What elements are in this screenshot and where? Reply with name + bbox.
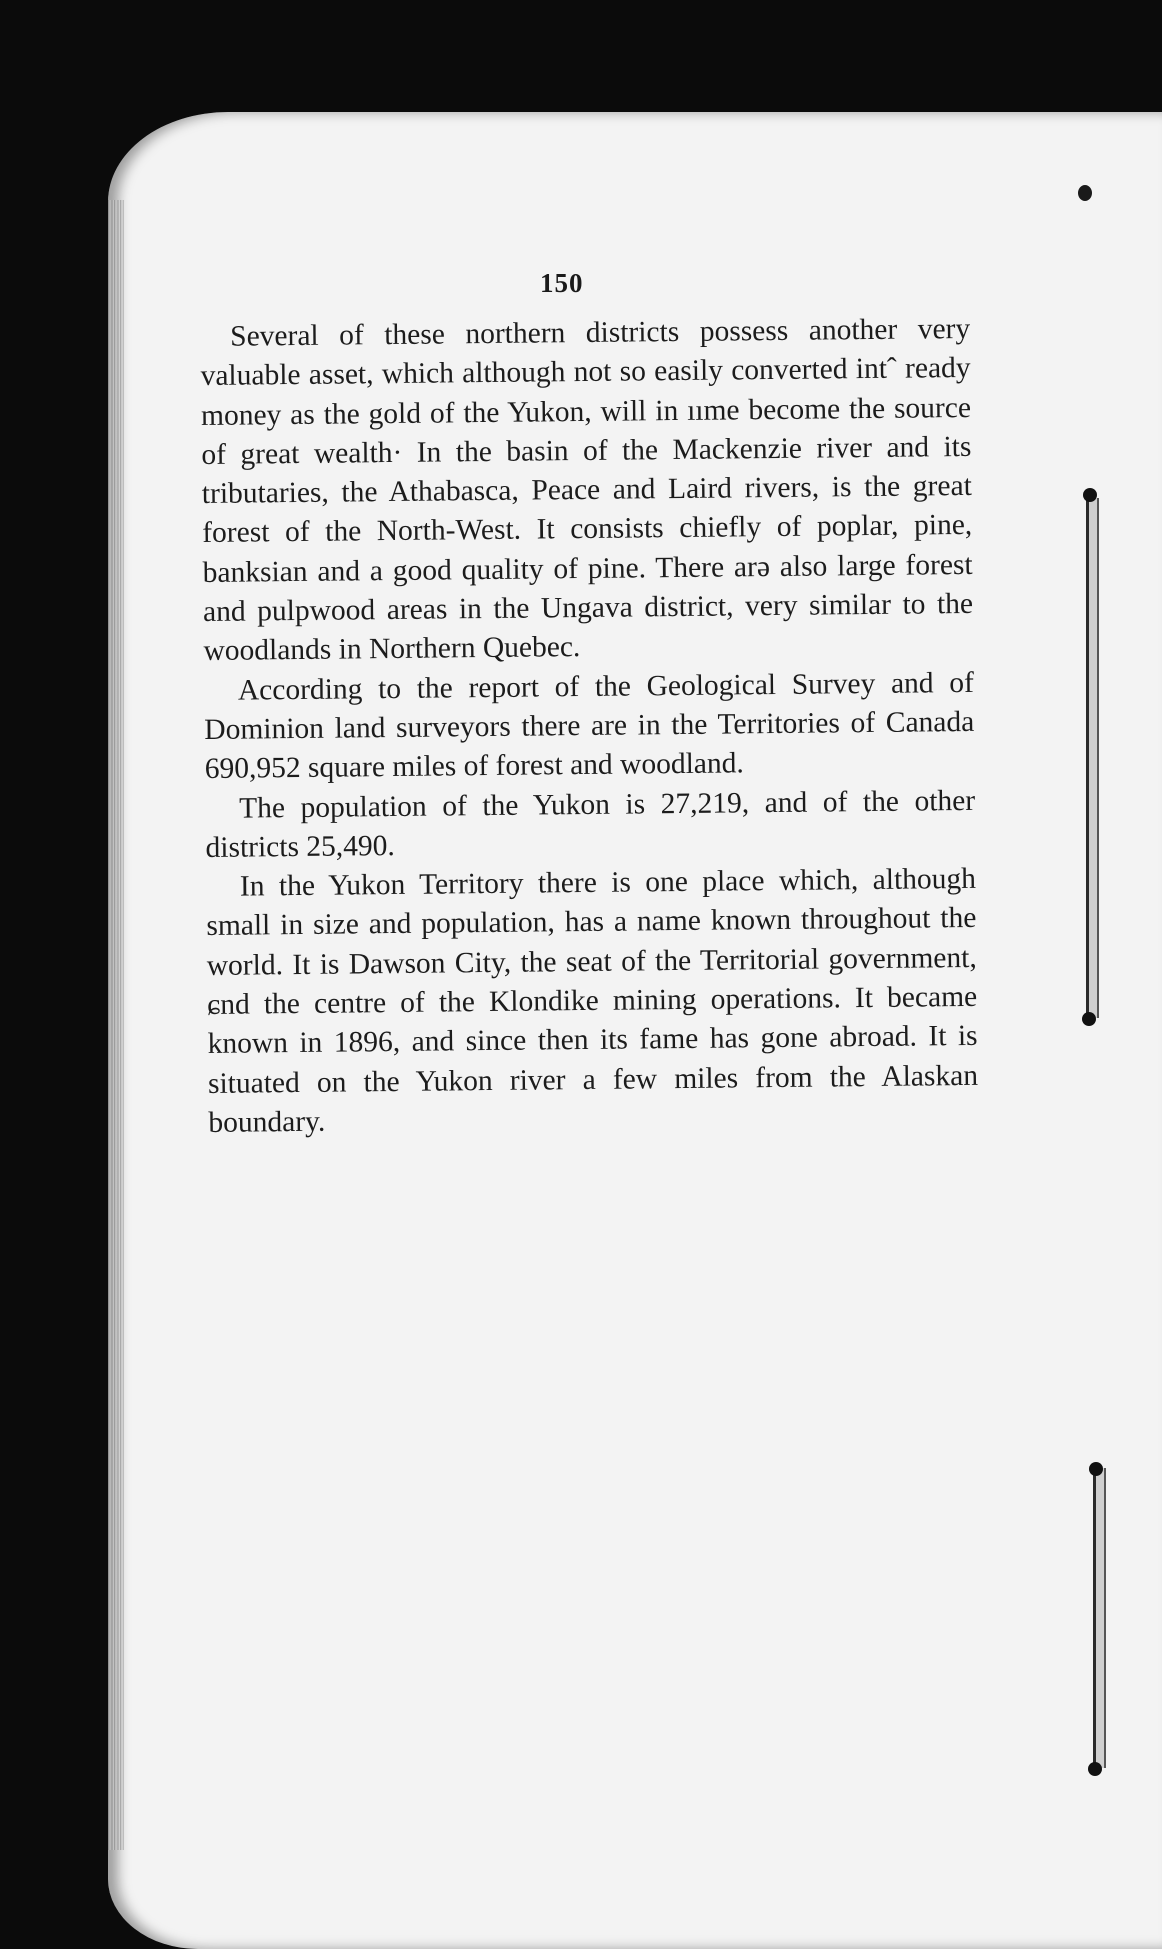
page-binding-edge (108, 200, 124, 1850)
paragraph-geological-survey: According to the report of the Geological Survey and of Dominion land surveyors there are in the Territories of Canada 690,952 square miles of forest and woodland. (204, 666, 975, 786)
page-number: 150 (540, 268, 584, 298)
binding-bracket-upper-bottom-cap (1082, 1012, 1096, 1026)
binding-bracket-upper (1086, 498, 1099, 1018)
paragraph-population: The population of the Yukon is 27,219, and of the other districts 25,490. (205, 784, 976, 864)
binding-bracket-lower-bottom-cap (1088, 1762, 1102, 1776)
binding-bracket-lower-top-cap (1089, 1462, 1103, 1476)
paragraph-forest-asset: Several of these northern districts possess another very valuable asset, which although not so easily converted intˆ ready money as the gold of the Yukon, will in ııme become the source of great wealth· In the basin of the Mackenzie river and its tributaries, the Athabasca, Peace and Laird rivers, is the great forest of the North-West. It consists chiefly of poplar, pine, banksian and a good quality of pine. There arə also large forest and pulpwood areas in the Ungava district, very similar to the woodlands in Northern Quebec. (200, 312, 974, 668)
paragraph-dawson-city: In the Yukon Territory there is one place which, although small in size and population, has a name known throughout the world. It is Dawson City, the seat of the Territorial government, ɕnd the centre of the Klondike mining operations. It became known in 1896, and since then its fame has gone abroad. It is situated on the Yukon river a few miles from the Alaskan boundary. (206, 863, 979, 1139)
binding-bracket-upper-top-cap (1083, 488, 1097, 502)
body-text (200, 310, 979, 1143)
binding-dot (1078, 185, 1092, 201)
binding-bracket-lower (1093, 1468, 1106, 1768)
